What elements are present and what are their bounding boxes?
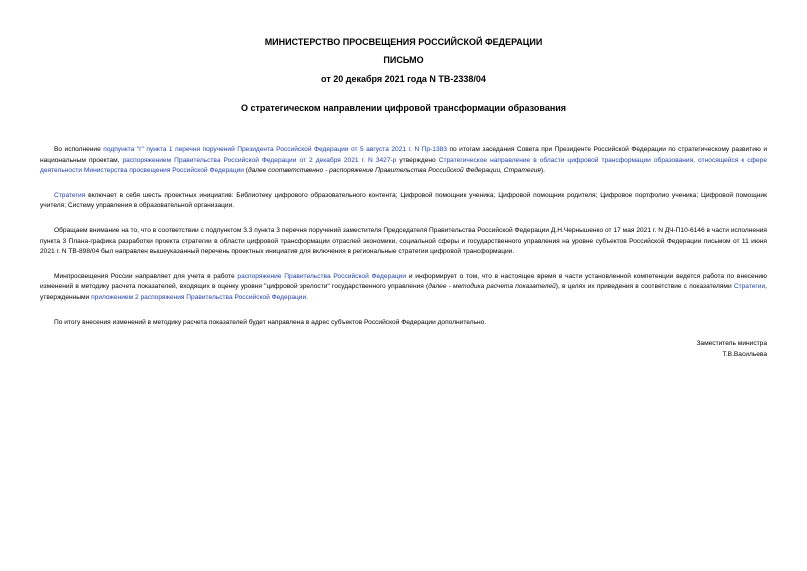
paragraph-5 xyxy=(40,318,767,329)
link-president-order[interactable]: подпункта "г" пункта 1 перечня поручений Президента Российской Федерации от 5 августа 2021 г. N Пр-1383 xyxy=(103,146,447,153)
document-date-number: от 20 декабря 2021 года N ТВ-2338/04 xyxy=(321,74,486,84)
text: Обращаем внимание на то, что в соответствии с подпунктом 3.3 пункта 3 перечня поручений заместителя Председателя Правительства Российской Федерации Д.Н.Чернышенко от 17 мая 2021 г. N ДЧ-П10-6146 в части исполнения пункта 3 Плана-графика разработки проекта стратегии в области цифровой трансформации отраслей экономики, социальной сферы и государственного управления на уровне субъектов Российской Федерации письмом от 11 июня 2021 г. N ТВ-898/04 был направлен вышеуказанный перечень проектных инициатив для включения в региональные стратегии цифровой трансформации. xyxy=(40,226,767,256)
signatory-position: Заместитель министра xyxy=(696,340,767,347)
text: Минпросвещения России направляет для учета в работе xyxy=(54,272,238,280)
text: и информирует о том, что в настоящее время в части установленной компетенции ведется работа по внесению изменений в методику расчета показателей, входящих в оценку уровня "цифровой зрелости" государственного управления ( xyxy=(40,272,767,291)
document-body xyxy=(40,145,767,342)
link-government-decree[interactable]: распоряжением Правительства Российской Федерации от 2 декабря 2021 г. N 3427-р xyxy=(122,156,397,164)
text: ( xyxy=(243,167,248,175)
text: утверждено xyxy=(396,156,439,164)
link-strategy-2[interactable]: Стратегии xyxy=(733,283,766,291)
text: включает в себя шесть проектных инициатив: Библиотеку цифрового образовательного контента; Цифровой помощник ученика; Цифровой помощник родителя; Цифровое портфолио ученика; Цифровой помощник учителя; Систему управления в образовательной организации. xyxy=(40,191,767,210)
signatory-name: Т.В.Васильева xyxy=(722,350,767,358)
signature-block xyxy=(696,339,767,360)
link-strategic-direction[interactable]: Стратегическое направление в области цифровой трансформации образования, относящейся к сфере деятельности Министерства просвещения Российской Федерации xyxy=(40,156,767,175)
text: ), в целях их приведения в соответствие с показателями xyxy=(555,283,734,291)
text: . xyxy=(306,293,309,301)
text: по итогам заседания Совета при Президенте Российской Федерации по стратегическому развитию и национальным проектам, xyxy=(40,146,767,164)
text: , утвержденными xyxy=(40,283,768,301)
document-subject: О стратегическом направлении цифровой трансформации образования xyxy=(240,103,567,113)
italic-note: далее - методика расчета показателей xyxy=(428,283,556,291)
text: Во исполнение xyxy=(54,146,104,153)
link-government-decree-2[interactable]: распоряжение Правительства Российской Федерации xyxy=(237,272,407,280)
text: ). xyxy=(540,167,545,175)
italic-note: далее соответственно - распоряжение Правительства Российской Федерации, Стратегия xyxy=(248,167,541,175)
paragraph-4 xyxy=(40,272,767,304)
paragraph-3 xyxy=(40,226,767,258)
paragraph-2 xyxy=(40,191,767,212)
paragraph-1 xyxy=(40,145,767,177)
document-type: ПИСЬМО xyxy=(383,55,424,65)
link-appendix-2[interactable]: приложением 2 распоряжения Правительства Российской Федерации xyxy=(91,293,307,301)
link-strategy[interactable]: Стратегия xyxy=(54,191,86,199)
text: По итогу внесения изменений в методику расчета показателей будет направлена в адрес субъектов Российской Федерации дополнительно. xyxy=(54,318,487,326)
ministry-heading: МИНИСТЕРСТВО ПРОСВЕЩЕНИЯ РОССИЙСКОЙ ФЕДЕРАЦИИ xyxy=(264,37,543,47)
